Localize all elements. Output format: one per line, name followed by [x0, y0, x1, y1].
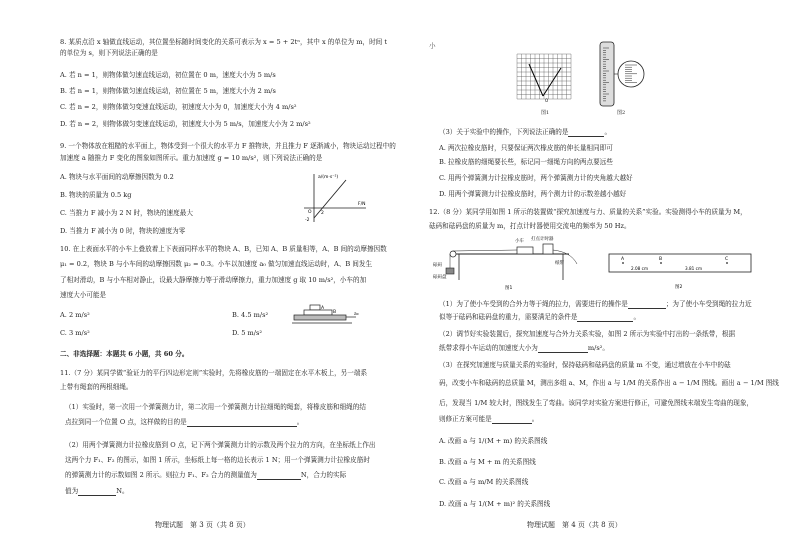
- q11-part2-answer-blank1[interactable]: [257, 472, 301, 480]
- q11-part2-line1: （2）用两个弹簧测力计拉橡皮筋到 O 点，记下两个弹簧测力计的示数及两个拉力的方向，在坐标纸上作出: [65, 441, 376, 449]
- q8-option-b: B. 若 n = 1，则物体做匀速直线运动，初位置在 5 m，速度大小为 2 m/s: [60, 87, 276, 95]
- right-page-footer: 物理试题 第 4 页（共 8 页）: [527, 521, 622, 529]
- q12-part3-answer-blank[interactable]: [492, 416, 532, 424]
- q12-fig2-label-c: C: [725, 257, 729, 262]
- q8-option-c: C. 若 n = 2，则物体做匀变速直线运动，初速度大小为 0，加速度大小为 4 m/s²: [60, 103, 297, 111]
- q11-part2-text-c: 值为: [65, 487, 79, 495]
- q12-fig1-label-weights: 砝码: [433, 263, 442, 268]
- q12-part1-line2: 似等于砝码和砝码盘的重力，需要满足的条件是 。: [439, 313, 641, 321]
- q10-option-c: C. 3 m/s²: [60, 329, 90, 337]
- q12-fig1-apparatus: [431, 234, 581, 292]
- q9-graph-line: [314, 180, 346, 218]
- q9-graph-xlabel: F/N: [358, 202, 366, 207]
- q12-part2-unit: m/s²。: [587, 344, 610, 352]
- q11-fig2-scale-body: [600, 42, 614, 106]
- q12-part3-option-d: D. 改画 a 与 1/(M + m)² 的关系图线: [439, 500, 551, 508]
- q10-option-b: B. 4.5 m/s²: [232, 311, 269, 319]
- q8-stem-line1: 8. 某质点沿 x 轴做直线运动，其位置坐标随时间变化的关系可表示为 x = 5 + 2tⁿ，其中 x 的单位为 m，时间 t: [60, 38, 388, 46]
- q12-fig1-label-car: 小车: [515, 239, 524, 244]
- q11-line2: 上带有绳套的两根细绳。: [60, 383, 133, 391]
- q9-a-f-graph: [300, 170, 372, 232]
- q11-part2-answer-blank2[interactable]: [78, 488, 116, 496]
- q9-graph-tick-y: -2: [305, 218, 310, 223]
- q11-part2-text-b: N，合力的实际: [300, 471, 347, 479]
- q12-fig2-label-a: A: [621, 257, 625, 262]
- q8-stem-line2: 的单位为 s，则下列说法正确的是: [60, 49, 158, 57]
- q11-line1: 11.（7 分）某同学做“验证力的平行四边形定则”实验时，先将橡皮筋的一端固定在水平木板上，另一端系: [60, 369, 368, 377]
- q12-fig2-point-a: [622, 262, 624, 264]
- q10-stem-line2: μ₁ = 0.2，物块 B 与小车间的动摩擦因数 μ₂ = 0.3。小车以加速度 a₀ 做匀加速直线运动时，A、B 间发生: [60, 260, 373, 268]
- q12-part3-line1: （3）在探究加速度与质量关系的实验时，保持砝码和砝码盘的质量 m 不变，通过增放在小车中的砝: [439, 361, 731, 369]
- q10-stem-line1: 10. 在上表面水平的小车上叠放着上下表面同样水平的物块 A、B，已知 A、B 质量相等，A、B 间的动摩擦因数: [60, 245, 387, 253]
- q11-part3-line1: （3）关于实验中的操作，下列说法正确的是 。: [439, 128, 612, 136]
- q12-part3-option-a: A. 改画 a 与 1/(M + m) 的关系图线: [439, 437, 548, 445]
- section-two-heading: 二、非选择题：本题共 6 小题，共 60 分。: [60, 350, 189, 358]
- q12-part2-line1: （2）调节好实验装置后，探究加速度与合外力关系实验，如图 2 所示为实验中打出的一条纸带，根据: [439, 330, 736, 338]
- q8-option-a: A. 若 n = 1，则物体做匀速直线运动，初位置在 0 m，速度大小为 5 m/s: [60, 71, 276, 79]
- q11-fig2-spring-scale: [597, 40, 647, 110]
- q9-option-d: D. 当推力 F 减小为 0 时，物块的速度为零: [60, 227, 186, 235]
- q9-option-b: B. 物块的质量为 0.5 kg: [60, 191, 132, 199]
- q12-line1: 12.（8 分）某同学用如图 1 所示的装置做“探究加速度与力、质量的关系”实验。实验测得小车的质量为 M，: [429, 208, 747, 216]
- q9-option-a: A. 物块与水平面间的动摩擦因数为 0.2: [60, 173, 174, 181]
- q11-part3-option-c: C. 用两个弹簧测力计拉橡皮筋时，两个弹簧测力计的夹角越大越好: [439, 174, 633, 182]
- q11-part1-line2: 点拉到同一个位置 O 点，这样做的目的是 。: [65, 418, 304, 426]
- q12-part1-answer-blank1[interactable]: [628, 301, 666, 309]
- q12-part1-text-b: ；为了使小车受到绳的拉力近: [665, 300, 752, 308]
- q10-cart-figure: [290, 302, 362, 328]
- q12-part3-line2: 码，改变小车和砝码的总质量 M，测出多组 a、M，作出 a 与 1/M 的关系作出 a − 1/M 图线。画出 a − 1/M 图线: [439, 379, 779, 387]
- q11-part2-text-d: N。: [116, 487, 129, 495]
- q10-stem-line4: 速度大小可能是: [60, 291, 107, 299]
- q10-label-a: A: [321, 306, 325, 311]
- q11-fig1-force-grid: [515, 52, 575, 104]
- q12-fig2-point-c: [726, 262, 728, 264]
- q12-fig2-caption: 图2: [675, 285, 683, 290]
- q10-option-d: D. 5 m/s²: [232, 329, 263, 337]
- q11-part3-text: （3）关于实验中的操作，下列说法正确的是: [439, 128, 569, 136]
- q12-fig1-cart: [517, 247, 533, 254]
- q12-fig1-label-pan: 砝码盘: [433, 275, 447, 280]
- q10-label-b: B: [333, 310, 337, 315]
- q11-fig1-caption: 图1: [541, 110, 550, 116]
- q12-fig2-paper-tape: [605, 250, 755, 292]
- q11-fig1-origin: O: [545, 98, 549, 103]
- right-page: [397, 0, 794, 545]
- q11-part2-text: 的弹簧测力计的示数如图 2 所示。则拉力 F₁、F₂ 合力的测量值为: [65, 471, 257, 479]
- q12-part3-option-c: C. 改画 a 与 m/M 的关系图线: [439, 478, 529, 486]
- q9-stem-line2: 加速度 a 随推力 F 变化的图象如图所示。重力加速度 g = 10 m/s²，则下列说法正确的是: [60, 154, 323, 162]
- q11-fig1-vector-f1: [529, 64, 543, 96]
- q12-part3-option-b: B. 改画 a 与 M + m 的关系图线: [439, 458, 536, 466]
- q11-part3-option-b: B. 拉橡皮筋的细绳要长些，标记同一细绳方向的两点要远些: [439, 158, 613, 166]
- q11-part2-line4: [65, 487, 129, 496]
- q12-fig1-weights: [446, 268, 454, 274]
- q12-part3-line3: 后，发现当 1/M 较大时，图线发生了弯曲。该同学对实验方案进行修正，可避免图线末端发生弯曲的现象，: [439, 399, 754, 407]
- q12-part1-line1: [439, 300, 752, 309]
- q11-part2-line3: [65, 471, 346, 480]
- left-page-footer: 物理试题 第 3 页（共 8 页）: [155, 521, 250, 529]
- q11-fig1-gridlines: [517, 54, 571, 99]
- left-page: [0, 0, 395, 545]
- q11-part1-answer-blank[interactable]: [187, 419, 297, 427]
- q9-graph-ylabel: a/(m·s⁻²): [318, 175, 339, 180]
- q10-block-a: [310, 305, 320, 310]
- q12-fig1-label-timer: 打点计时器: [531, 237, 554, 242]
- q12-fig1-timer: [543, 244, 553, 254]
- q10-stem-line3: 了相对滑动，B 与小车相对静止，设最大静摩擦力等于滑动摩擦力，重力加速度 g 取 10 m/s²，小车的加: [60, 276, 367, 284]
- q10-block-b: [304, 310, 332, 315]
- q12-part2-text: 纸带求得小车运动的加速度大小为: [439, 344, 538, 352]
- q12-part2-answer-blank[interactable]: [538, 345, 588, 353]
- q9-option-c: C. 当推力 F 减小为 2 N 时，物块的速度最大: [60, 209, 193, 217]
- q10-option-a: A. 2 m/s²: [60, 311, 90, 319]
- q11-part3-option-d: D. 用两个弹簧测力计拉橡皮筋时，两个测力计的示数差越小越好: [439, 190, 627, 198]
- q12-part3-text: 则修正方案可能是: [439, 415, 492, 423]
- q11-fig2-caption: 图2: [617, 110, 626, 116]
- q9-stem-line1: 9. 一个物体放在粗糙的水平面上，物体受到一个很大的水平力 F 推物块，并且推力 F 逐渐减小，物块运动过程中的: [60, 142, 396, 150]
- q12-fig2-label-b: B: [659, 257, 663, 262]
- q11-part2-line2: 这两个力 F₁、F₂ 的图示，如图 1 所示，坐标纸上每一格的边长表示 1 N；用一个弹簧测力计拉橡皮筋时: [65, 456, 370, 464]
- right-corner-mark: 小: [429, 42, 436, 50]
- q12-fig2-distance-bc: 3.81 cm: [685, 266, 703, 271]
- q8-option-d: D. 若 n = 2，则物体做匀变速直线运动，初速度大小为 5 m/s，加速度大小为 2 m/s²: [60, 120, 311, 128]
- q11-part1-text: 点拉到同一个位置 O 点，这样做的目的是: [65, 418, 187, 426]
- q12-part1-text-c: 似等于砝码和砝码盘的重力，需要满足的条件是: [439, 313, 578, 321]
- q12-fig2-point-b: [660, 262, 662, 264]
- q12-part3-line4: 则修正方案可能是 。: [439, 415, 539, 423]
- q10-cart: [294, 315, 346, 320]
- q9-graph-tick-x: 2: [321, 211, 324, 216]
- q12-fig2-distance-ab: 2.08 cm: [631, 266, 649, 271]
- q12-fig1-label-tape: 纸带: [555, 261, 564, 266]
- q12-line2: 砝码和砝码盘的质量为 m，打点计时器使用交流电的频率为 50 Hz。: [429, 222, 631, 230]
- q11-part3-answer-blank[interactable]: [568, 129, 604, 137]
- q9-graph-origin: O: [308, 210, 312, 215]
- q12-fig1-caption: 图1: [505, 286, 513, 291]
- q11-part1-line1: （1）实验时，第一次用一个弹簧测力计，第二次用一个弹簧测力计拉细绳的绳套，将橡皮筋和细绳的结: [65, 403, 366, 411]
- q12-part1-text-a: （1）为了使小车受到的合外力等于绳的拉力，需要进行的操作是: [439, 300, 628, 308]
- q12-part1-answer-blank2[interactable]: [577, 314, 633, 322]
- q12-fig1-string: [453, 250, 517, 251]
- q11-part3-option-a: A. 两次拉橡皮筋时，只要保证两次橡皮筋的伸长量相同即可: [439, 144, 613, 152]
- q10-label-a0: a₀: [354, 312, 359, 317]
- q12-fig1-pulley: [450, 251, 456, 257]
- q12-part2-line2: [439, 344, 609, 353]
